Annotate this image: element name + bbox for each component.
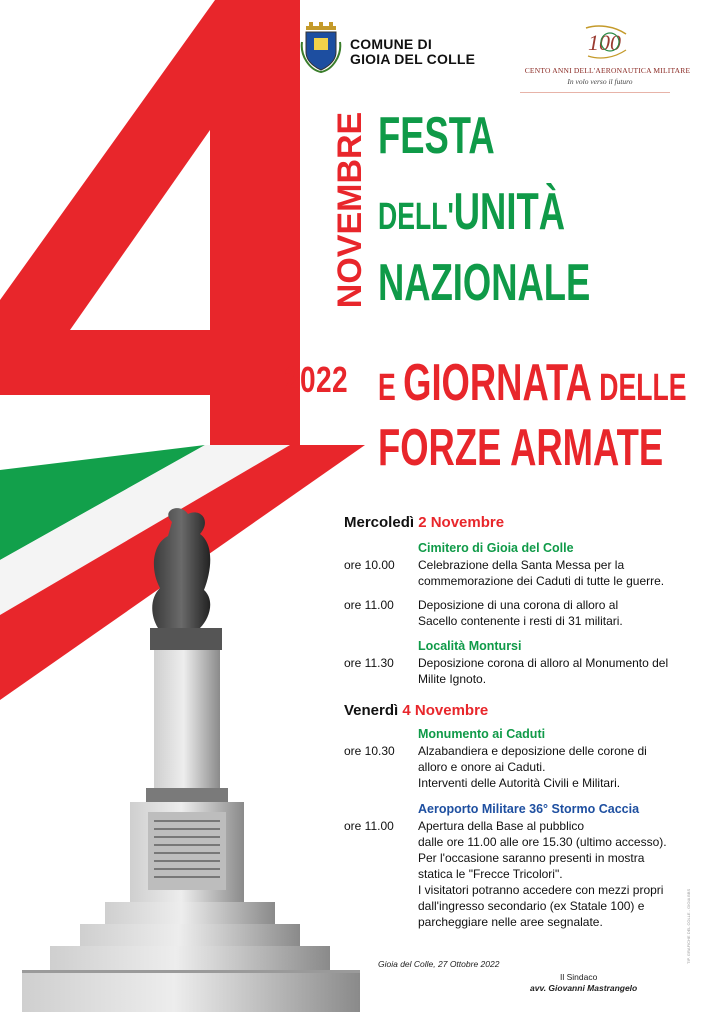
event-line: Sacello contenente i resti di 31 militari.: [418, 614, 623, 628]
event-description: [418, 818, 688, 930]
title-e: E: [378, 367, 404, 409]
day2-date: 4 Novembre: [402, 702, 489, 719]
event-line: commemorazione dei Caduti di tutte le guerre.: [418, 574, 665, 588]
day1-date: 2 Novembre: [418, 514, 505, 531]
comune-coat-of-arms-icon: [300, 22, 342, 74]
title-giornata: GIORNATA: [403, 354, 592, 412]
title-line-unita: [378, 184, 565, 245]
big-four-numeral: [0, 0, 300, 445]
signatory-role: Il Sindaco: [560, 972, 598, 982]
title-unita: UNITÀ: [453, 183, 565, 241]
event-line: parcheggiare nelle aree segnalate.: [418, 915, 603, 929]
title-line-festa: FESTA: [378, 107, 495, 165]
event-description: [418, 743, 688, 791]
event-description: [418, 597, 688, 629]
month-novembre: NOVEMBRE: [331, 111, 369, 309]
day2-weekday: Venerdì: [344, 702, 399, 719]
event-time: ore 11.00: [344, 819, 394, 833]
event-time: ore 10.00: [344, 558, 395, 572]
event-time: ore 11.30: [344, 656, 394, 670]
event-line: Milite Ignoto.: [418, 672, 487, 686]
event-time: ore 10.30: [344, 744, 395, 758]
event-line: Interventi delle Autorità Civili e Militari.: [418, 776, 621, 790]
place-monumento: Monumento ai Caduti: [418, 727, 546, 741]
comune-name: [350, 37, 475, 67]
event-line: Apertura della Base al pubblico: [418, 819, 585, 833]
event-line: Alzabandiera e deposizione delle corone di: [418, 744, 647, 758]
event-description: [418, 557, 688, 589]
year-2022: 2022: [284, 359, 349, 400]
header-divider: [520, 92, 670, 93]
place-and-date: Gioia del Colle, 27 Ottobre 2022: [378, 959, 500, 969]
printer-credit: TIP. GRAFICHE DEL COLLE - GIOIA BBS: [686, 888, 691, 964]
event-time: ore 11.00: [344, 598, 394, 612]
title-dell: DELL': [378, 196, 454, 238]
event-line: I visitatori potranno accedere con mezzi propri: [418, 883, 664, 897]
title-line-forze-armate: FORZE ARMATE: [378, 419, 664, 477]
event-line: dall'ingresso secondario (ex Statale 100) e: [418, 899, 645, 913]
title-line-nazionale: NAZIONALE: [378, 254, 591, 312]
title-line-giornata: [378, 355, 686, 416]
aeronautica-centenary-logo: [580, 20, 630, 62]
place-montursi: Località Montursi: [418, 639, 522, 653]
event-line: alloro e onore ai Caduti.: [418, 760, 546, 774]
event-line: Deposizione di una corona di alloro al: [418, 598, 619, 612]
war-memorial-image: [0, 500, 360, 1024]
event-line: Per l'occasione saranno presenti in mostra: [418, 851, 645, 865]
event-line: statica le "Frecce Tricolori".: [418, 867, 563, 881]
day1-weekday: Mercoledì: [344, 514, 415, 531]
aeronautica-motto: In volo verso il futuro: [567, 77, 633, 86]
event-line: Deposizione corona di alloro al Monumento del: [418, 656, 669, 670]
event-line: dalle ore 11.00 alle ore 15.30 (ultimo accesso).: [418, 835, 667, 849]
aeronautica-title: CENTO ANNI DELL'AERONAUTICA MILITARE: [524, 66, 691, 75]
day-heading-venerdi: [344, 702, 488, 720]
signatory-name: avv. Giovanni Mastrangelo: [530, 983, 638, 993]
place-cimitero: Cimitero di Gioia del Colle: [418, 541, 574, 555]
title-delle: DELLE: [591, 367, 687, 409]
place-aeroporto: Aeroporto Militare 36° Stormo Caccia: [418, 802, 640, 816]
comune-line-1: COMUNE DI: [350, 36, 432, 52]
event-description: [418, 655, 688, 687]
svg-text:100: 100: [588, 30, 621, 55]
event-line: Celebrazione della Santa Messa per la: [418, 558, 625, 572]
day-heading-mercoledi: [344, 514, 504, 532]
comune-line-2: GIOIA DEL COLLE: [350, 51, 476, 67]
